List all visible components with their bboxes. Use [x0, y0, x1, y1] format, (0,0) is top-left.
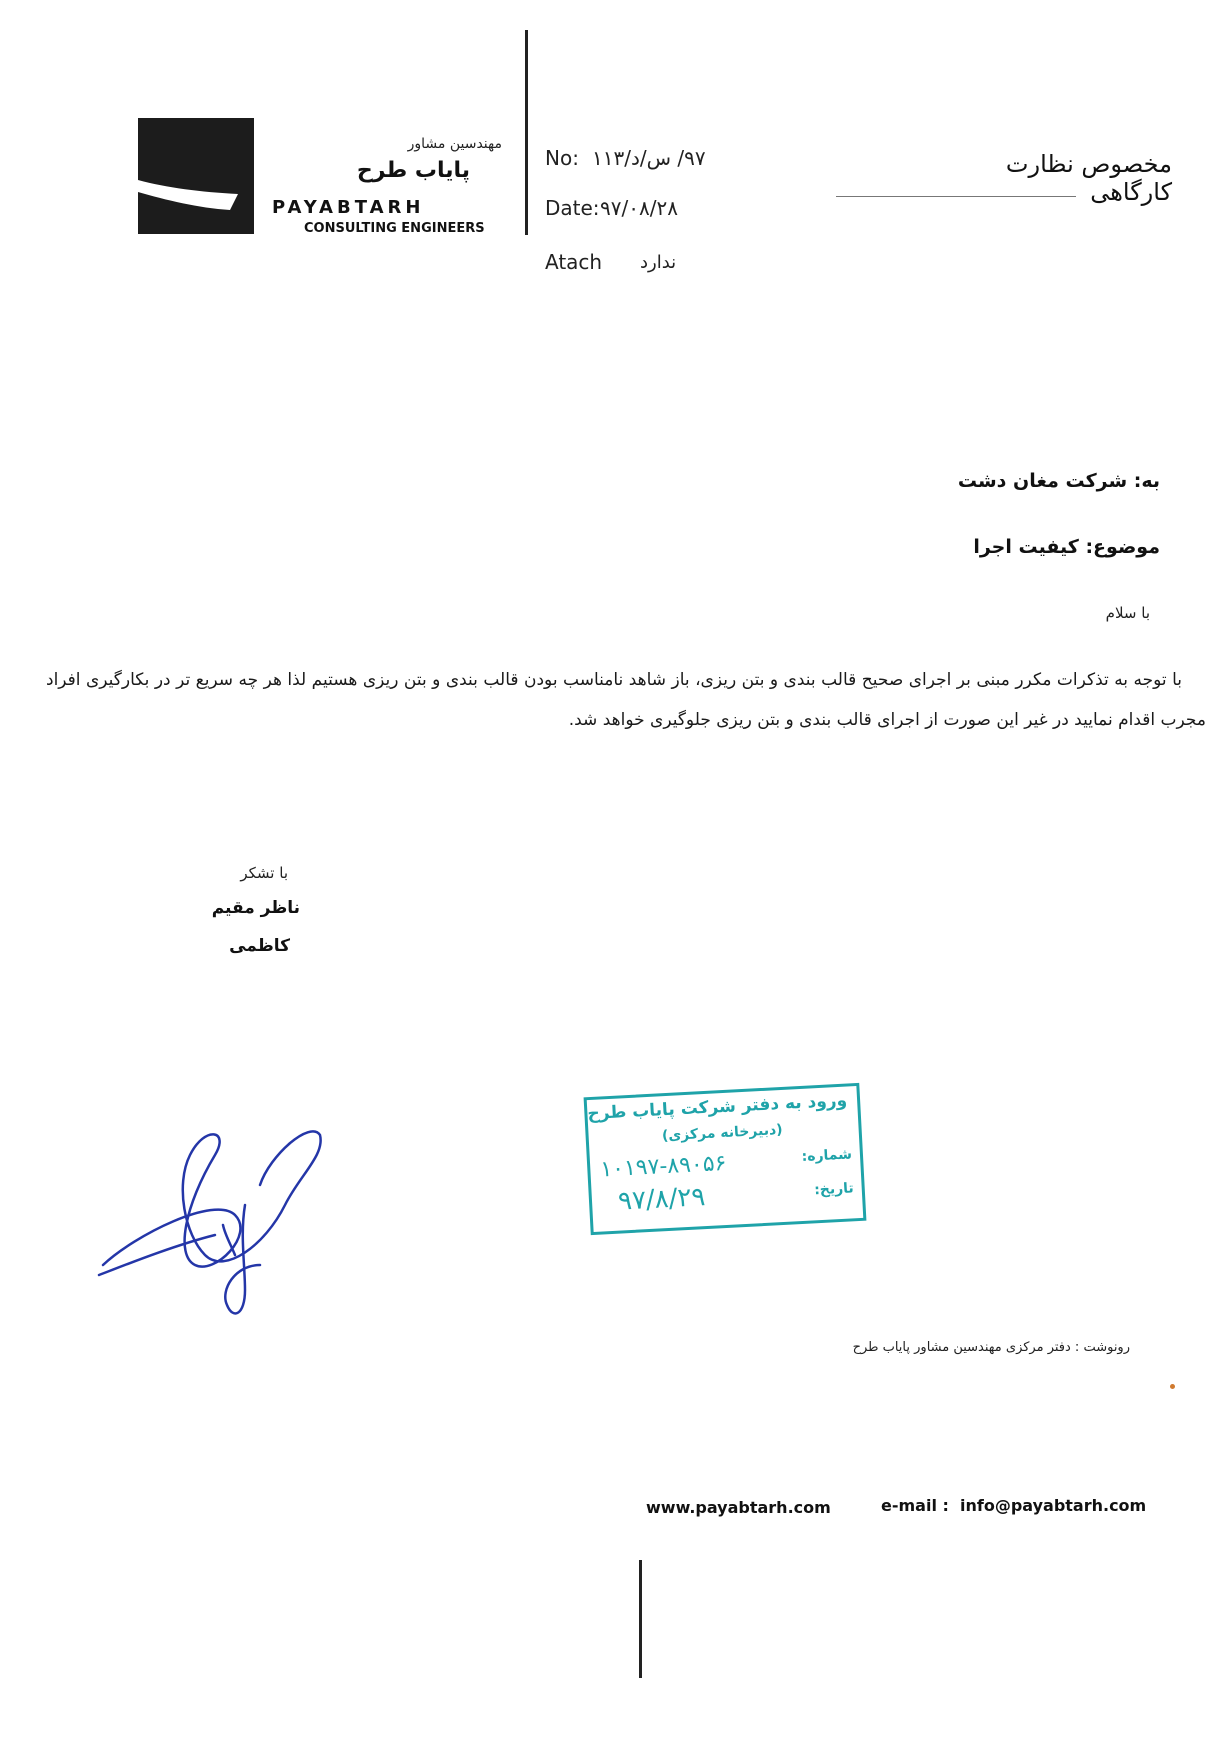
signer-name: کاظمی — [229, 936, 290, 956]
signature-image — [95, 1115, 335, 1335]
letter-body — [46, 660, 1206, 740]
body-paragraph: با توجه به تذکرات مکرر مبنی بر اجرای صحیح قالب بندی و بتن ریزی، باز شاهد نامناسب بودن قالب بندی و بتن ریزی هستیم لذا هر چه سریع تر در بکارگیری افراد مجرب اقدام نمایید در غیر این صورت از اجرای قالب بندی و بتن ریزی جلوگیری خواهد شد. — [46, 670, 1206, 730]
subject-line: موضوع: کیفیت اجرا — [973, 536, 1160, 558]
handwritten-underline — [836, 196, 1076, 197]
company-tagline-en: CONSULTING ENGINEERS — [304, 221, 485, 236]
company-name-fa-small: مهندسین مشاور — [407, 136, 502, 152]
letter-number-label: No: — [545, 146, 579, 170]
company-name-fa: پایاب طرح — [356, 158, 470, 183]
company-logo — [138, 118, 254, 234]
website-link[interactable]: www.payabtarh.com — [646, 1498, 831, 1517]
email-label: e-mail : — [881, 1496, 949, 1515]
greeting: با سلام — [1105, 604, 1150, 622]
handwritten-note: مخصوص نظارت کارگاهی — [1005, 150, 1172, 206]
letter-date-value: ۹۷/۰۸/۲۸ — [600, 196, 678, 220]
header-divider — [525, 30, 528, 235]
stamp-number-value: ۱۰۱۹۷-۸۹۰۵۶ — [599, 1150, 727, 1183]
stamp-title: ورود به دفتر شرکت پایاب طرح — [587, 1090, 848, 1125]
closing-thanks: با تشکر — [240, 864, 288, 882]
logo-mark-icon — [138, 118, 254, 234]
stray-mark — [1170, 1384, 1175, 1389]
carbon-copy-line: رونوشت : دفتر مرکزی مهندسین مشاور پایاب طرح — [852, 1340, 1130, 1355]
letter-number-value: ۹۷/ س/د/۱۱۳ — [592, 146, 706, 170]
stamp-number-label: شماره: — [801, 1146, 853, 1165]
stamp-date-value: ۹۷/۸/۲۹ — [617, 1182, 707, 1217]
incoming-stamp — [584, 1083, 867, 1235]
attachment-value: ندارد — [640, 252, 677, 273]
footer-divider — [639, 1560, 642, 1678]
stamp-date-label: تاریخ: — [813, 1180, 855, 1199]
recipient-line: به: شرکت مغان دشت — [957, 470, 1160, 492]
company-name-en: PAYABTARH — [272, 197, 425, 218]
stamp-subtitle: (دبیرخانه مرکزی) — [661, 1121, 783, 1145]
signer-role: ناظر مقیم — [211, 898, 300, 918]
email-link[interactable]: info@payabtarh.com — [960, 1496, 1147, 1515]
letter-date-label: Date: — [545, 196, 600, 220]
attachment-label: Atach — [545, 250, 603, 274]
